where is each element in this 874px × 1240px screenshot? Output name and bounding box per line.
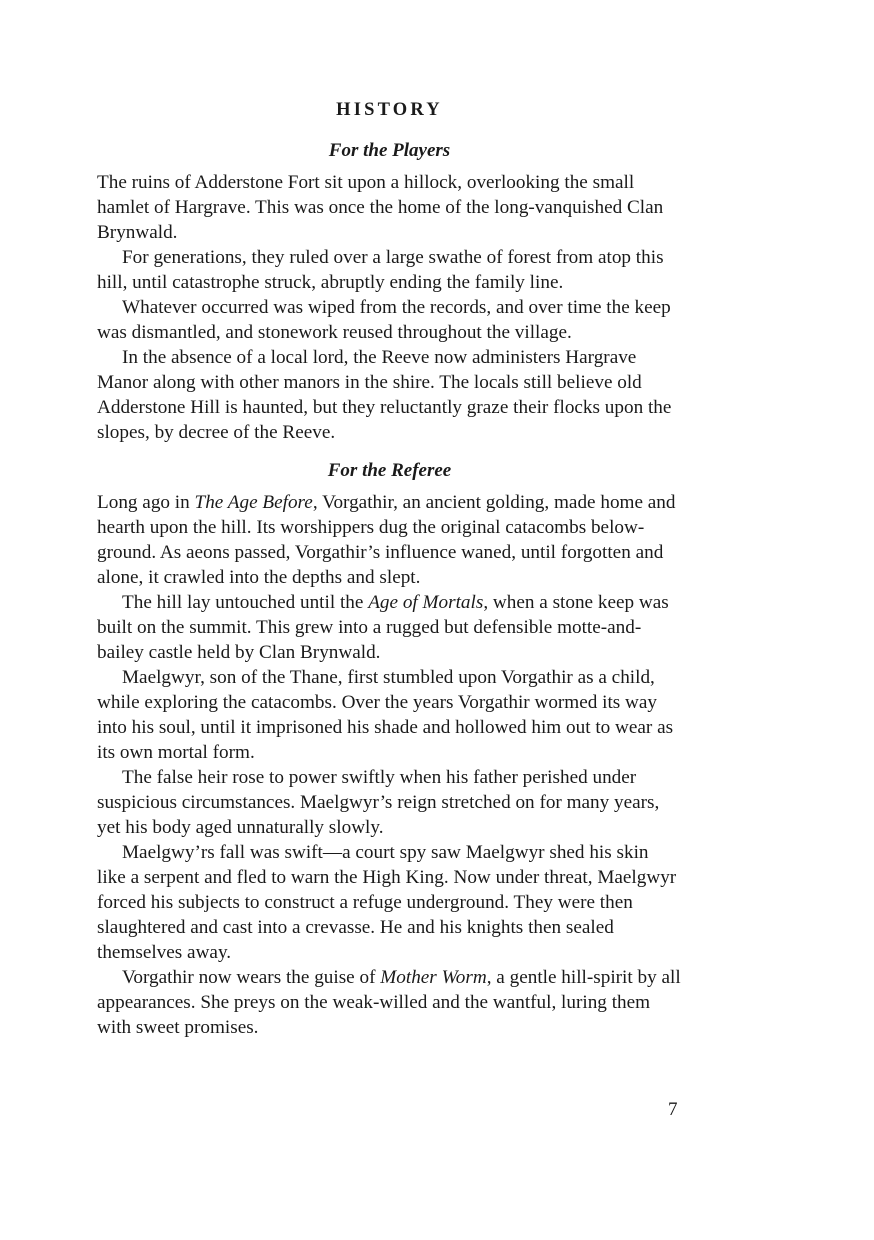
referee-paragraph-4: The false heir rose to power swiftly when his father perished under suspicious circumstances. Maelgwyr’s reign stretched on for many years, yet his body aged unnaturally slowly. (97, 767, 660, 838)
players-heading: For the Players (328, 140, 451, 161)
referee-p2-text-a: The hill lay untouched until the (122, 592, 369, 613)
page-number: 7 (668, 1099, 678, 1120)
referee-p1-text-b: , Vorgathir, an ancient golding, made home and hearth upon the hill. Its worshippers dug the original catacombs below-ground. As aeons passed, Vorgathir’s influence waned, until forgotten and alone, it crawled into the depths and slept. (97, 492, 676, 588)
referee-p6-text-a: Vorgathir now wears the guise of (122, 967, 381, 988)
referee-p6-emphasis: Mother Worm (380, 967, 487, 988)
players-paragraph-2: For generations, they ruled over a large swathe of forest from atop this hill, until catastrophe struck, abruptly ending the family line. (97, 247, 664, 293)
players-paragraph-4: In the absence of a local lord, the Reeve now administers Hargrave Manor along with other manors in the shire. The locals still believe old Adderstone Hill is haunted, but they reluctantly graze their flocks upon the slopes, by decree of the Reeve. (97, 347, 672, 443)
referee-paragraph-6 (97, 965, 682, 1040)
referee-p2-emphasis: Age of Mortals (368, 592, 484, 613)
referee-p6-text-b: , a gentle hill-spirit by all appearances. She preys on the weak-willed and the wantful, luring them with sweet promises. (97, 967, 681, 1038)
section-title: HISTORY (336, 100, 443, 120)
page-body (97, 96, 682, 1040)
referee-paragraph-2 (97, 590, 682, 665)
referee-p1-text-a: Long ago in (97, 492, 195, 513)
players-paragraph-1: The ruins of Adderstone Fort sit upon a hillock, overlooking the small hamlet of Hargrave. This was once the home of the long-vanquished Clan Brynwald. (97, 172, 664, 243)
referee-p1-emphasis: The Age Before (194, 492, 313, 513)
referee-paragraph-5: Maelgwy’rs fall was swift—a court spy saw Maelgwyr shed his skin like a serpent and fled to warn the High King. Now under threat, Maelgwyr forced his subjects to construct a refuge underground. They were then slaughtered and cast into a crevasse. He and his knights then sealed themselves away. (97, 842, 677, 963)
referee-p2-text-b: , when a stone keep was built on the summit. This grew into a rugged but defensible motte-and-bailey castle held by Clan Brynwald. (97, 592, 669, 663)
referee-heading: For the Referee (327, 460, 452, 481)
referee-paragraph-1 (97, 490, 682, 590)
players-paragraph-3: Whatever occurred was wiped from the records, and over time the keep was dismantled, and stonework reused throughout the village. (97, 297, 671, 343)
referee-paragraph-3: Maelgwyr, son of the Thane, first stumbled upon Vorgathir as a child, while exploring the catacombs. Over the years Vorgathir wormed its way into his soul, until it imprisoned his shade and hollowed him out to wear as its own mortal form. (97, 667, 674, 763)
